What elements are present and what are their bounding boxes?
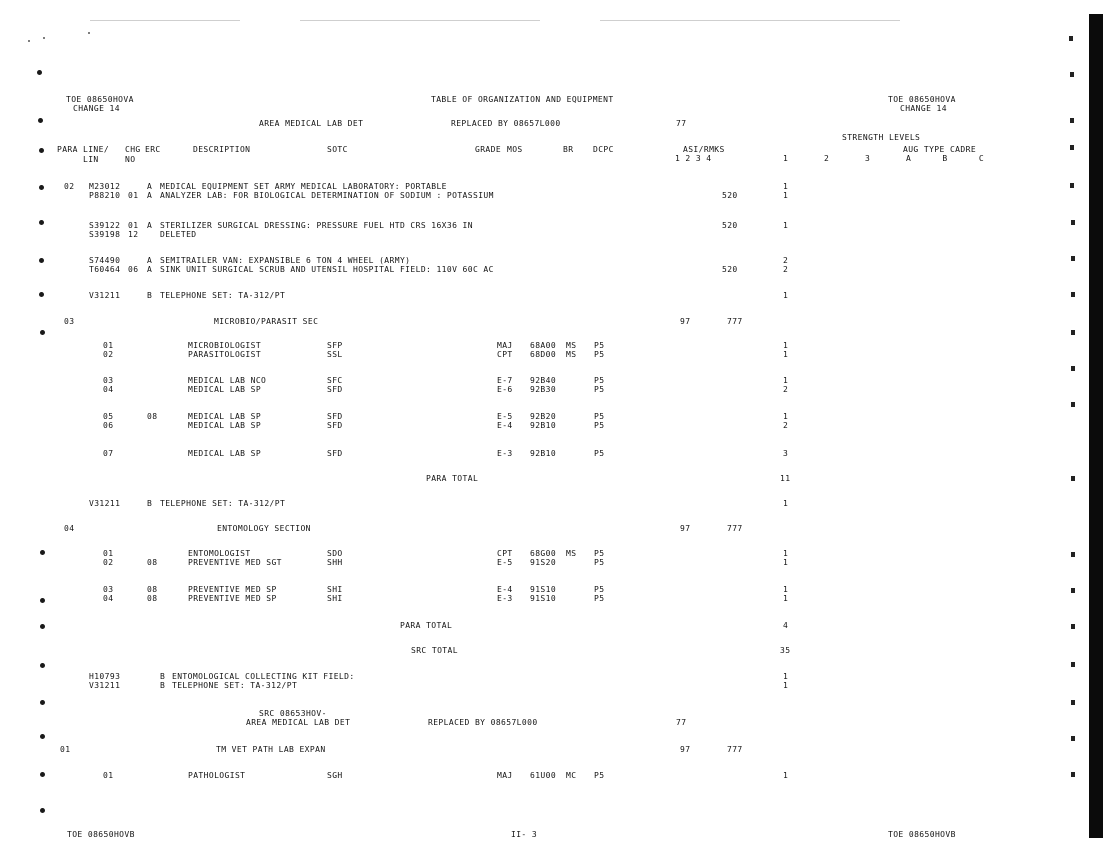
- grade: MAJ: [497, 771, 513, 780]
- lin: S39198: [89, 230, 121, 239]
- grade: CPT: [497, 350, 513, 359]
- grade: E-3: [497, 594, 513, 603]
- description: ENTOMOLOGICAL COLLECTING KIT FIELD:: [172, 672, 355, 681]
- line-number: 03: [103, 585, 114, 594]
- edge-tick: [1071, 662, 1075, 667]
- toe-number-left: TOE 08650HOVA: [66, 95, 134, 104]
- change-right: CHANGE 14: [900, 104, 947, 113]
- description: PARASITOLOGIST: [188, 350, 262, 359]
- col-grade: GRADE: [475, 145, 502, 154]
- edge-tick: [1071, 366, 1075, 371]
- dcpc: P5: [594, 385, 605, 394]
- binder-hole: [40, 624, 45, 629]
- dcpc: P5: [594, 350, 605, 359]
- binder-hole: [39, 185, 44, 190]
- erc: A: [147, 191, 153, 200]
- line-number: 06: [103, 421, 114, 430]
- binder-hole: [40, 550, 45, 555]
- replaced-mark: 77: [676, 119, 687, 128]
- mos: 91S20: [530, 558, 557, 567]
- chg-no: 08: [147, 585, 158, 594]
- unit-name: AREA MEDICAL LAB DET: [259, 119, 364, 128]
- grade: E-7: [497, 376, 513, 385]
- grade: E-5: [497, 412, 513, 421]
- section-title: ENTOMOLOGY SECTION: [217, 524, 311, 533]
- src-code: SRC 08653HOV-: [259, 709, 327, 718]
- mos: 92B10: [530, 449, 557, 458]
- mos: 91S10: [530, 585, 557, 594]
- description: MEDICAL EQUIPMENT SET ARMY MEDICAL LABORATORY: PORTABLE: [160, 182, 447, 191]
- dcpc: P5: [594, 449, 605, 458]
- mos: 68G00: [530, 549, 557, 558]
- binder-hole: [40, 663, 45, 668]
- erc: A: [147, 265, 153, 274]
- strength-level-1: 1: [783, 585, 789, 594]
- strength-level-1: 2: [783, 256, 789, 265]
- binder-hole: [40, 700, 45, 705]
- toe-number-right: TOE 08650HOVA: [888, 95, 956, 104]
- edge-tick: [1071, 624, 1075, 629]
- strength-level-1: 1: [783, 191, 789, 200]
- strength-level-1: 1: [783, 412, 789, 421]
- col-mos: MOS: [507, 145, 523, 154]
- mos: 68D00: [530, 350, 557, 359]
- grade: E-5: [497, 558, 513, 567]
- mos: 68A00: [530, 341, 557, 350]
- lin: V31211: [89, 681, 121, 690]
- chg-no: 12: [128, 230, 139, 239]
- line-number: 01: [103, 341, 114, 350]
- dcpc: P5: [594, 412, 605, 421]
- para-total-value: 11: [780, 474, 791, 483]
- strength-level-1: 1: [783, 771, 789, 780]
- grade: E-4: [497, 585, 513, 594]
- line-number: 01: [103, 549, 114, 558]
- erc: B: [147, 291, 153, 300]
- lin: V31211: [89, 291, 121, 300]
- binder-hole: [38, 118, 43, 123]
- lin: T60464: [89, 265, 121, 274]
- description: TELEPHONE SET: TA-312/PT: [172, 681, 298, 690]
- col-asi-rmks: ASI/RMKS: [683, 145, 725, 154]
- asi-rmks: 520: [722, 191, 738, 200]
- description: MEDICAL LAB SP: [188, 412, 262, 421]
- chg-no: 01: [128, 221, 139, 230]
- sotc: SFD: [327, 421, 343, 430]
- strength-level-1: 1: [783, 672, 789, 681]
- mos: 92B10: [530, 421, 557, 430]
- dcpc: P5: [594, 341, 605, 350]
- strength-level-1: 1: [783, 558, 789, 567]
- para-number: 01: [60, 745, 71, 754]
- sotc: SFD: [327, 412, 343, 421]
- mos: 61U00: [530, 771, 557, 780]
- branch: MS: [566, 341, 577, 350]
- edge-tick: [1069, 36, 1073, 41]
- section-code: 97: [680, 524, 691, 533]
- erc: A: [147, 182, 153, 191]
- replaced-by: REPLACED BY 08657L000: [428, 718, 538, 727]
- line-number: 03: [103, 376, 114, 385]
- col-chg-no: CHG NO: [125, 145, 141, 164]
- section-mark: 777: [727, 317, 743, 326]
- binder-hole: [40, 734, 45, 739]
- mos: 92B40: [530, 376, 557, 385]
- strength-level-1: 2: [783, 421, 789, 430]
- edge-tick: [1071, 736, 1075, 741]
- col-erc: ERC: [145, 145, 161, 154]
- binder-hole: [40, 330, 45, 335]
- description: ANALYZER LAB: FOR BIOLOGICAL DETERMINATION OF SODIUM : POTASSIUM: [160, 191, 494, 200]
- dcpc: P5: [594, 594, 605, 603]
- strength-level-1: 1: [783, 291, 789, 300]
- binder-hole: [40, 598, 45, 603]
- mos: 92B30: [530, 385, 557, 394]
- sotc: SDO: [327, 549, 343, 558]
- change-left: CHANGE 14: [73, 104, 120, 113]
- col-dcpc: DCPC: [593, 145, 614, 154]
- description: MEDICAL LAB NCO: [188, 376, 267, 385]
- grade: E-4: [497, 421, 513, 430]
- sotc: SHI: [327, 594, 343, 603]
- scan-line: [600, 20, 900, 21]
- para-total-label: PARA TOTAL: [426, 474, 479, 483]
- dcpc: P5: [594, 376, 605, 385]
- strength-level-1: 1: [783, 182, 789, 191]
- page-number: II- 3: [511, 830, 538, 839]
- edge-tick: [1071, 588, 1075, 593]
- erc: A: [147, 221, 153, 230]
- strength-level-1: 2: [783, 385, 789, 394]
- col-level-1: 1: [783, 154, 789, 163]
- description: MEDICAL LAB SP: [188, 421, 262, 430]
- edge-tick: [1070, 118, 1074, 123]
- description: PREVENTIVE MED SP: [188, 585, 277, 594]
- scan-speck: [28, 40, 30, 42]
- dcpc: P5: [594, 421, 605, 430]
- col-para: PARA: [57, 145, 78, 154]
- edge-tick: [1070, 72, 1074, 77]
- grade: E-3: [497, 449, 513, 458]
- branch: MC: [566, 771, 577, 780]
- description: SEMITRAILER VAN: EXPANSIBLE 6 TON 4 WHEEL (ARMY): [160, 256, 411, 265]
- edge-tick: [1071, 292, 1075, 297]
- scan-speck: [43, 37, 45, 39]
- erc: B: [147, 499, 153, 508]
- col-sotc: SOTC: [327, 145, 348, 154]
- line-number: 05: [103, 412, 114, 421]
- src-total-value: 35: [780, 646, 791, 655]
- section-mark: 777: [727, 524, 743, 533]
- description: SINK UNIT SURGICAL SCRUB AND UTENSIL HOSPITAL FIELD: 110V 60C AC: [160, 265, 494, 274]
- para-number: 02: [64, 182, 75, 191]
- replaced-by: REPLACED BY 08657L000: [451, 119, 561, 128]
- scan-line: [90, 20, 240, 21]
- asi-rmks: 520: [722, 265, 738, 274]
- document-title: TABLE OF ORGANIZATION AND EQUIPMENT: [431, 95, 614, 104]
- grade: MAJ: [497, 341, 513, 350]
- col-level-2: 2: [824, 154, 830, 163]
- description: PATHOLOGIST: [188, 771, 246, 780]
- grade: E-6: [497, 385, 513, 394]
- mos: 91S10: [530, 594, 557, 603]
- mos: 92B20: [530, 412, 557, 421]
- description: DELETED: [160, 230, 197, 239]
- col-line-lin: LINE/ LIN: [83, 145, 110, 164]
- erc: B: [160, 672, 166, 681]
- lin: P88210: [89, 191, 121, 200]
- col-br: BR: [563, 145, 574, 154]
- section-title: MICROBIO/PARASIT SEC: [214, 317, 319, 326]
- description: STERILIZER SURGICAL DRESSING: PRESSURE FUEL HTD CRS 16X36 IN: [160, 221, 473, 230]
- dcpc: P5: [594, 585, 605, 594]
- scan-line: [300, 20, 540, 21]
- grade: CPT: [497, 549, 513, 558]
- lin: S39122: [89, 221, 121, 230]
- description: PREVENTIVE MED SP: [188, 594, 277, 603]
- strength-level-1: 1: [783, 549, 789, 558]
- description: TELEPHONE SET: TA-312/PT: [160, 291, 286, 300]
- dcpc: P5: [594, 771, 605, 780]
- chg-no: 08: [147, 594, 158, 603]
- description: PREVENTIVE MED SGT: [188, 558, 282, 567]
- edge-tick: [1071, 772, 1075, 777]
- description: TELEPHONE SET: TA-312/PT: [160, 499, 286, 508]
- erc: A: [147, 256, 153, 265]
- dcpc: P5: [594, 549, 605, 558]
- edge-tick: [1071, 256, 1075, 261]
- col-strength-levels: STRENGTH LEVELS: [842, 133, 921, 142]
- edge-tick: [1071, 476, 1075, 481]
- edge-tick: [1071, 220, 1075, 225]
- section-code: 97: [680, 317, 691, 326]
- strength-level-1: 1: [783, 499, 789, 508]
- binder-hole: [39, 292, 44, 297]
- strength-level-1: 2: [783, 265, 789, 274]
- src-total-label: SRC TOTAL: [411, 646, 458, 655]
- strength-level-1: 1: [783, 221, 789, 230]
- unit-name: AREA MEDICAL LAB DET: [246, 718, 351, 727]
- lin: H10793: [89, 672, 121, 681]
- asi-rmks: 520: [722, 221, 738, 230]
- chg-no: 01: [128, 191, 139, 200]
- section-code: 97: [680, 745, 691, 754]
- binder-hole: [40, 808, 45, 813]
- para-total-label: PARA TOTAL: [400, 621, 453, 630]
- col-description: DESCRIPTION: [193, 145, 251, 154]
- line-number: 02: [103, 350, 114, 359]
- col-aug-abc: A B C: [906, 154, 985, 163]
- footer-toe-left: TOE 08650HOVB: [67, 830, 135, 839]
- scan-edge-bar: [1089, 14, 1103, 838]
- line-number: 02: [103, 558, 114, 567]
- sotc: SHH: [327, 558, 343, 567]
- sotc: SFD: [327, 449, 343, 458]
- edge-tick: [1071, 700, 1075, 705]
- para-number: 04: [64, 524, 75, 533]
- lin: S74490: [89, 256, 121, 265]
- description: MICROBIOLOGIST: [188, 341, 262, 350]
- section-mark: 777: [727, 745, 743, 754]
- edge-tick: [1071, 402, 1075, 407]
- sotc: SFC: [327, 376, 343, 385]
- edge-tick: [1070, 183, 1074, 188]
- line-number: 04: [103, 385, 114, 394]
- section-title: TM VET PATH LAB EXPAN: [216, 745, 326, 754]
- binder-hole: [39, 258, 44, 263]
- sotc: SFP: [327, 341, 343, 350]
- sotc: SSL: [327, 350, 343, 359]
- binder-hole: [37, 70, 42, 75]
- strength-level-1: 1: [783, 594, 789, 603]
- para-total-value: 4: [783, 621, 789, 630]
- branch: MS: [566, 549, 577, 558]
- erc: B: [160, 681, 166, 690]
- scan-speck: [88, 32, 90, 34]
- description: MEDICAL LAB SP: [188, 449, 262, 458]
- col-asi-numbers: 1 2 3 4: [675, 154, 712, 163]
- strength-level-1: 1: [783, 681, 789, 690]
- lin: M23012: [89, 182, 121, 191]
- edge-tick: [1071, 552, 1075, 557]
- dcpc: P5: [594, 558, 605, 567]
- description: MEDICAL LAB SP: [188, 385, 262, 394]
- strength-level-1: 3: [783, 449, 789, 458]
- chg-no: 08: [147, 412, 158, 421]
- description: ENTOMOLOGIST: [188, 549, 251, 558]
- chg-no: 08: [147, 558, 158, 567]
- para-number: 03: [64, 317, 75, 326]
- sotc: SHI: [327, 585, 343, 594]
- line-number: 07: [103, 449, 114, 458]
- col-aug-type-cadre: AUG TYPE CADRE: [903, 145, 977, 154]
- lin: V31211: [89, 499, 121, 508]
- strength-level-1: 1: [783, 350, 789, 359]
- binder-hole: [40, 772, 45, 777]
- col-level-3: 3: [865, 154, 871, 163]
- binder-hole: [39, 148, 44, 153]
- binder-hole: [39, 220, 44, 225]
- chg-no: 06: [128, 265, 139, 274]
- replaced-mark: 77: [676, 718, 687, 727]
- line-number: 01: [103, 771, 114, 780]
- strength-level-1: 1: [783, 376, 789, 385]
- branch: MS: [566, 350, 577, 359]
- edge-tick: [1070, 145, 1074, 150]
- footer-toe-right: TOE 08650HOVB: [888, 830, 956, 839]
- edge-tick: [1071, 330, 1075, 335]
- strength-level-1: 1: [783, 341, 789, 350]
- sotc: SGH: [327, 771, 343, 780]
- line-number: 04: [103, 594, 114, 603]
- sotc: SFD: [327, 385, 343, 394]
